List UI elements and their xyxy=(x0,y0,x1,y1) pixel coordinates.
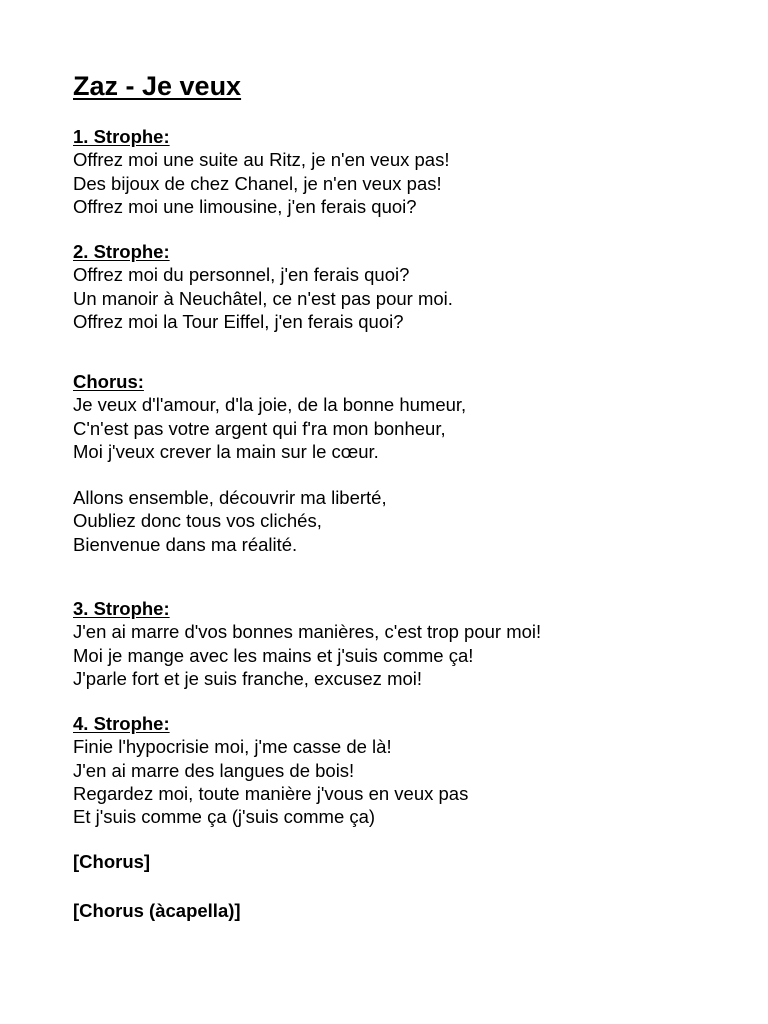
lyric-line: Moi j'veux crever la main sur le cœur. xyxy=(73,440,379,462)
lyric-line: C'n'est pas votre argent qui f'ra mon bonheur, xyxy=(73,417,446,439)
strophe-1 xyxy=(73,125,449,218)
lyric-line: Offrez moi la Tour Eiffel, j'en ferais quoi? xyxy=(73,310,404,332)
chorus-heading: Chorus: xyxy=(73,371,144,392)
strophe-3-heading: 3. Strophe: xyxy=(73,598,170,619)
lyric-line: Bienvenue dans ma réalité. xyxy=(73,533,298,555)
lyric-line: Finie l'hypocrisie moi, j'me casse de là! xyxy=(73,736,392,758)
strophe-1-heading: 1. Strophe: xyxy=(73,126,170,147)
lyric-line: Oubliez donc tous vos clichés, xyxy=(73,510,322,532)
strophe-4-heading: 4. Strophe: xyxy=(73,713,170,734)
song-title: Zaz - Je veux xyxy=(73,71,242,101)
lyric-line: Regardez moi, toute manière j'vous en veux pas xyxy=(73,782,469,804)
strophe-3 xyxy=(73,597,541,690)
strophe-2 xyxy=(73,240,453,333)
lyric-line: J'en ai marre d'vos bonnes manières, c'est trop pour moi! xyxy=(73,621,542,643)
lyric-line: Offrez moi du personnel, j'en ferais quoi? xyxy=(73,264,410,286)
lyric-line: Offrez moi une limousine, j'en ferais quoi? xyxy=(73,195,417,217)
lyric-line: Un manoir à Neuchâtel, ce n'est pas pour moi. xyxy=(73,287,453,309)
lyric-line: Moi je mange avec les mains et j'suis comme ça! xyxy=(73,644,474,666)
lyric-line: Je veux d'l'amour, d'la joie, de la bonne humeur, xyxy=(73,394,467,416)
chorus-acapella-tag: [Chorus (àcapella)] xyxy=(73,900,241,921)
lyric-line: J'parle fort et je suis franche, excusez moi! xyxy=(73,667,423,689)
lyric-line: J'en ai marre des langues de bois! xyxy=(73,759,355,781)
chorus-part-2 xyxy=(73,486,387,556)
strophe-4 xyxy=(73,712,468,828)
chorus-repeat-tag: [Chorus] xyxy=(73,851,151,872)
lyric-line: Des bijoux de chez Chanel, je n'en veux pas! xyxy=(73,172,442,194)
lyric-line: Allons ensemble, découvrir ma liberté, xyxy=(73,487,387,508)
chorus xyxy=(73,370,466,463)
lyric-line: Offrez moi une suite au Ritz, je n'en veux pas! xyxy=(73,149,450,171)
strophe-2-heading: 2. Strophe: xyxy=(73,241,170,262)
lyric-line: Et j'suis comme ça (j'suis comme ça) xyxy=(73,806,376,828)
